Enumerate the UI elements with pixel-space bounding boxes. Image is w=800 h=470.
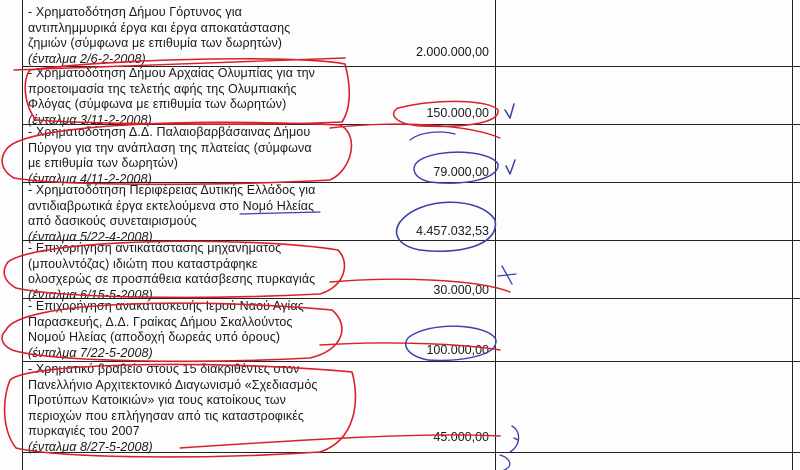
amount-value: 100.000,00: [426, 343, 489, 357]
amount-value: 79.000,00: [433, 165, 489, 179]
description-line: - Επιχορήγηση ανακατασκευής Ιερού Ναού Αγίας: [28, 299, 304, 313]
description-line: - Επιχορήγηση αντικατάστασης μηχανήματος: [28, 241, 282, 255]
description-line: Νομού Ηλείας (αποδοχή δωρεάς υπό όρους): [28, 330, 281, 344]
table-row: [22, 239, 495, 302]
row-description: [28, 362, 358, 455]
amount-value: 30.000,00: [433, 283, 489, 297]
amount-value: 2.000.000,00: [416, 45, 489, 59]
table-row: [22, 3, 495, 66]
row-description: [28, 66, 358, 128]
description-line: Φλόγας (σύμφωνα με επιθυμία των δωρητών): [28, 97, 287, 111]
description-line: - Χρηματοδότηση Δήμου Αρχαίας Ολυμπίας για την: [28, 66, 316, 80]
amount-value: 45.000,00: [433, 430, 489, 444]
warrant-reference: (ένταλμα 4/11-2-2008): [28, 171, 152, 186]
warrant-reference: (ένταλμα 3/11-2-2008): [28, 112, 152, 127]
red-pen-mark: [510, 426, 519, 452]
blue-pen-mark: [498, 266, 516, 284]
row-description: [28, 241, 358, 303]
description-line: Πανελλήνιο Αρχιτεκτονικό Διαγωνισμό «Σχεδιασμός: [28, 377, 318, 392]
table-row: [22, 297, 495, 360]
description-line: περιοχών που επλήγησαν από τις καταστροφικές: [28, 408, 305, 423]
amount-value: 4.457.032,53: [416, 224, 489, 238]
row-description: [28, 183, 358, 245]
blue-pen-mark: [500, 455, 510, 470]
description-line: Πύργου για την ανάπλαση της πλατείας (σύμφωνα: [28, 140, 312, 155]
description-line: αντιδιαβρωτικά έργα εκτελούμενα στο Νομό Ηλείας: [28, 198, 315, 213]
table-row: [22, 181, 495, 244]
warrant-reference: (ένταλμα 2/6-2-2008): [28, 51, 146, 66]
row-description: [28, 125, 358, 187]
description-line: ζημιών (σύμφωνα με επιθυμία των δωρητών): [28, 36, 283, 50]
description-line: - Χρηματοδότηση Δ.Δ. Παλαιοβαρβάσαινας Δήμου: [28, 125, 311, 139]
blue-pen-tick: [505, 104, 514, 118]
description-line: - Χρηματοδότηση Δήμου Γόρτυνος για: [28, 5, 242, 19]
description-line: από δασικούς συνεταιρισμούς: [28, 214, 197, 228]
description-line: ολοσχερώς σε προσπάθεια κατάσβεσης πυρκαγιάς: [28, 272, 316, 286]
description-line: με επιθυμία των δωρητών): [28, 156, 179, 170]
warrant-reference: (ένταλμα 5/22-4-2008): [28, 229, 153, 244]
amount-value: 150.000,00: [426, 106, 489, 120]
description-line: Παρασκευής, Δ.Δ. Γραίκας Δήμου Σκαλλούντος: [28, 314, 293, 329]
description-line: αντιπλημμυρικά έργα και έργα αποκατάστασης: [28, 20, 291, 35]
warrant-reference: (ένταλμα 7/22-5-2008): [28, 345, 153, 360]
description-line: (μπουλντόζας) ιδιώτη που καταστράφηκε: [28, 256, 258, 271]
description-line: Προτύπων Κατοικιών» για τους κατοίκους των: [28, 393, 286, 407]
row-description: [28, 299, 358, 361]
blue-pen-tick: [506, 160, 515, 174]
warrant-reference: (ένταλμα 8/27-5-2008): [28, 439, 153, 454]
table-right-border: [792, 0, 793, 470]
table-column-divider: [495, 0, 496, 470]
description-line: - Χρηματοδότηση Περιφέρειας Δυτικής Ελλάδος για: [28, 183, 316, 197]
table-row: [22, 123, 495, 186]
description-line: - Χρηματικό βραβείο στους 15 διακριθέντες στον: [28, 362, 300, 376]
table-row: [22, 360, 495, 452]
table-row: [22, 64, 495, 127]
row-description: [28, 5, 358, 67]
description-line: προετοιμασία της τελετής αφής της Ολυμπιακής: [28, 81, 297, 96]
warrant-reference: (ένταλμα 6/15-5-2008): [28, 287, 153, 302]
description-line: πυρκαγιές του 2007: [28, 424, 140, 438]
